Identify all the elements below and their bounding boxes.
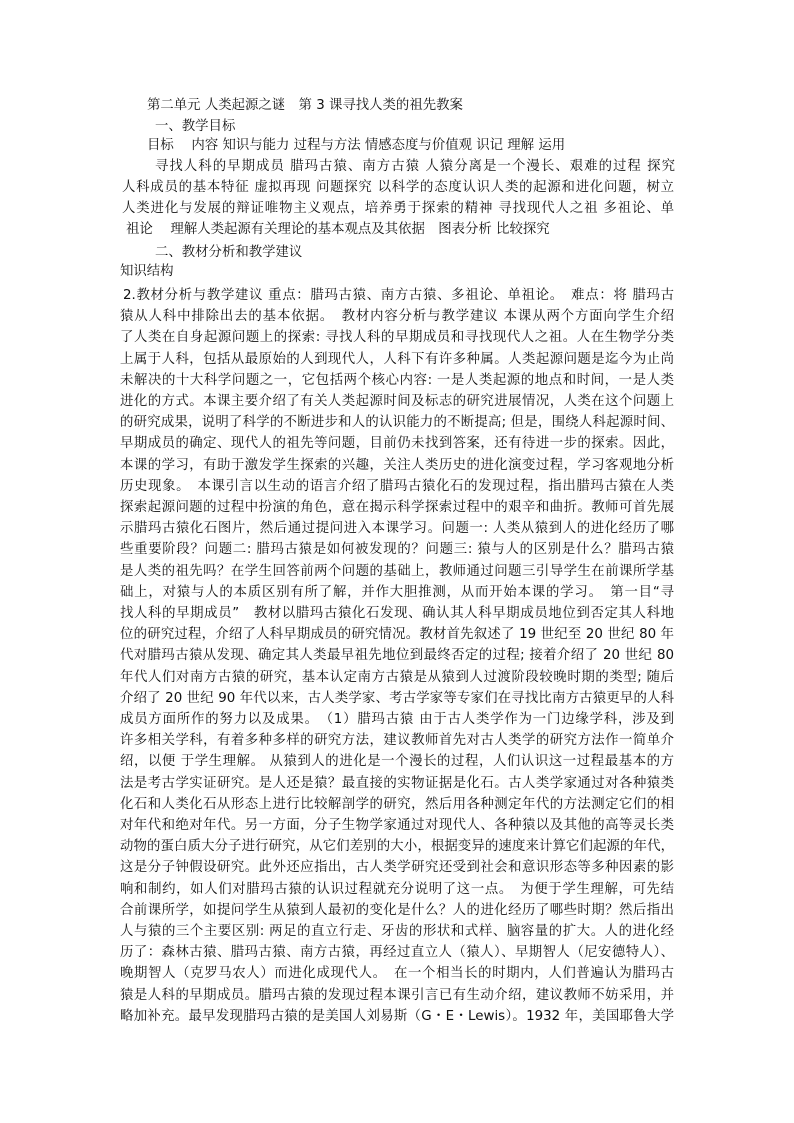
body-text-line: 略加补充。最早发现腊玛古猿的是美国人刘易斯（G・E・Lewis）。1932 年，美国耶鲁大学 [120, 1009, 674, 1024]
body-text-line: 合前课所学，如提问学生从猿到人最初的变化是什么？人的进化经历了哪些时期？然后指出 [120, 903, 674, 918]
section-heading: 二、教材分析和教学建议 [155, 245, 303, 260]
body-text-line: 这是分子钟假设研究。此外还应指出，古人类学研究还受到社会和意识形态等多种因素的影 [120, 860, 674, 875]
body-text-line: 化石和人类化石从形态上进行比较解剖学的研究，然后用各种测定年代的方法测定它们的相 [120, 797, 674, 812]
body-text-line: 了人类在自身起源问题上的探索: 寻找人科的早期成员和寻找现代人之祖。人在生物学分类 [120, 330, 674, 345]
goals-header-row: 目标 内容 知识与能力 过程与方法 情感态度与价值观 识记 理解 运用 [147, 138, 566, 153]
body-text-line: 本课的学习，有助于激发学生探索的兴趣，关注人类历史的进化演变过程，学习客观地分析 [120, 458, 674, 473]
body-text-line: 对年代和绝对年代。另一方面，分子生物学家通过对现代人、各种猿以及其他的高等灵长类 [120, 818, 674, 833]
body-text-line: 历了：森林古猿、腊玛古猿、南方古猿，再经过直立人（猿人）、早期智人（尼安德特人）、 [120, 945, 674, 960]
body-text-line: 猿从人科中排除出去的基本依据。 教材内容分析与教学建议 本课从两个方面向学生介绍 [120, 309, 674, 324]
body-text-line: 晚期智人（克罗马农人）而进化成现代人。 在一个相当长的时期内，人们普遍认为腊玛古 [120, 966, 674, 981]
body-text-line: 猿是人科的早期成员。腊玛古猿的发现过程本课引言已有生动介绍，建议教师不妨采用，并 [120, 988, 674, 1003]
body-text-line: 础上，对猿与人的本质区别有所了解，并作大胆推测，从而开始本课的学习。 第一目“寻 [120, 585, 674, 600]
subheading: 知识结构 [120, 264, 174, 279]
body-text-line: 成员方面所作的努力以及成果。 （1）腊玛古猿 由于古人类学作为一门边缘学科，涉及到 [120, 712, 674, 727]
goals-paragraph-line: 祖论 理解人类起源有关理论的基本观点及其依据 图表分析 比较探究 [126, 222, 550, 237]
body-text-line: 未解决的十大科学问题之一，它包括两个核心内容: 一是人类起源的地点和时间，一是人类 [120, 373, 674, 388]
body-text-line: 代对腊玛古猿从发现、确定其人类最早祖先地位到最终否定的过程; 接着介绍了 20 世纪 80 [120, 648, 674, 663]
body-text-line: 年代人们对南方古猿的研究，基本认定南方古猿是从猿到人过渡阶段较晚时期的类型; 随后 [120, 670, 674, 685]
section-heading: 一、教学目标 [155, 119, 236, 134]
body-text-line: 探索起源问题的过程中扮演的角色，意在揭示科学探索过程中的艰辛和曲折。教师可首先展 [120, 500, 674, 515]
body-text-line: 许多相关学科，有着多种多样的研究方法，建议教师首先对古人类学的研究方法作一简单介 [120, 733, 674, 748]
body-text-line: 绍，以便 于学生理解。 从猿到人的进化是一个漫长的过程，人们认识这一过程最基本的方 [120, 754, 674, 769]
body-text-line: 上属于人科，包括从最原始的人到现代人，人科下有许多种属。人类起源问题是迄今为止尚 [120, 352, 674, 367]
body-text-line: 人与猿的三个主要区别: 两足的直立行走、牙齿的形状和式样、脑容量的扩大。人的进化经 [120, 924, 674, 939]
body-text-line: 法是考古学实证研究。是人还是猿？最直接的实物证据是化石。古人类学家通过对各种猿类 [120, 776, 674, 791]
body-text-line: 找人科的早期成员” 教材以腊玛古猿化石发现、确认其人科早期成员地位到否定其人科地 [120, 606, 674, 621]
body-text-line: 2.教材分析与教学建议 重点：腊玛古猿、南方古猿、多祖论、单祖论。 难点：将 腊玛古 [123, 288, 674, 303]
body-text-line: 示腊玛古猿化石图片，然后通过提问进入本课学习。问题一: 人类从猿到人的进化经历了哪 [120, 521, 674, 536]
body-text-line: 进化的方式。本课主要介绍了有关人类起源时间及标志的研究进展情况，人类在这个问题上 [120, 394, 674, 409]
document-title: 第二单元 人类起源之谜 第 3 课寻找人类的祖先教案 [147, 98, 463, 113]
body-text-line: 早期成员的确定、现代人的祖先等问题，目前仍未找到答案，还有待进一步的探索。因此， [120, 436, 674, 451]
body-text-line: 动物的蛋白质大分子进行研究，从它们差别的大小，根据变异的速度来计算它们起源的年代， [120, 839, 674, 854]
body-text-line: 历史现象。 本课引言以生动的语言介绍了腊玛古猿化石的发现过程，指出腊玛古猿在人类 [120, 479, 674, 494]
goals-paragraph-line: 人科成员的基本特征 虚拟再现 问题探究 以科学的态度认识人类的起源和进化问题，树立 [122, 180, 674, 195]
goals-paragraph-line: 人类进化与发展的辩证唯物主义观点，培养勇于探索的精神 寻找现代人之祖 多祖论、单 [122, 201, 674, 216]
body-text-line: 些重要阶段？问题二: 腊玛古猿是如何被发现的？问题三: 猿与人的区别是什么？腊玛古猿 [120, 542, 674, 557]
body-text-line: 响和制约，如人们对腊玛古猿的认识过程就充分说明了这一点。 为便于学生理解，可先结 [120, 882, 674, 897]
body-text-line: 位的研究过程，介绍了人科早期成员的研究情况。教材首先叙述了 19 世纪至 20 世纪 80 年 [120, 627, 674, 642]
body-text-line: 的研究成果，说明了科学的不断进步和人的认识能力的不断提高; 但是，围绕人科起源时间、 [120, 415, 674, 430]
goals-paragraph-line: 寻找人科的早期成员 腊玛古猿、南方古猿 人猿分离是一个漫长、艰难的过程 探究 [155, 159, 675, 174]
body-text-line: 介绍了 20 世纪 90 年代以来，古人类学家、考古学家等专家们在寻找比南方古猿更早的人科 [120, 691, 674, 706]
body-text-line: 是人类的祖先吗？在学生回答前两个问题的基础上，教师通过问题三引导学生在前课所学基 [120, 564, 674, 579]
